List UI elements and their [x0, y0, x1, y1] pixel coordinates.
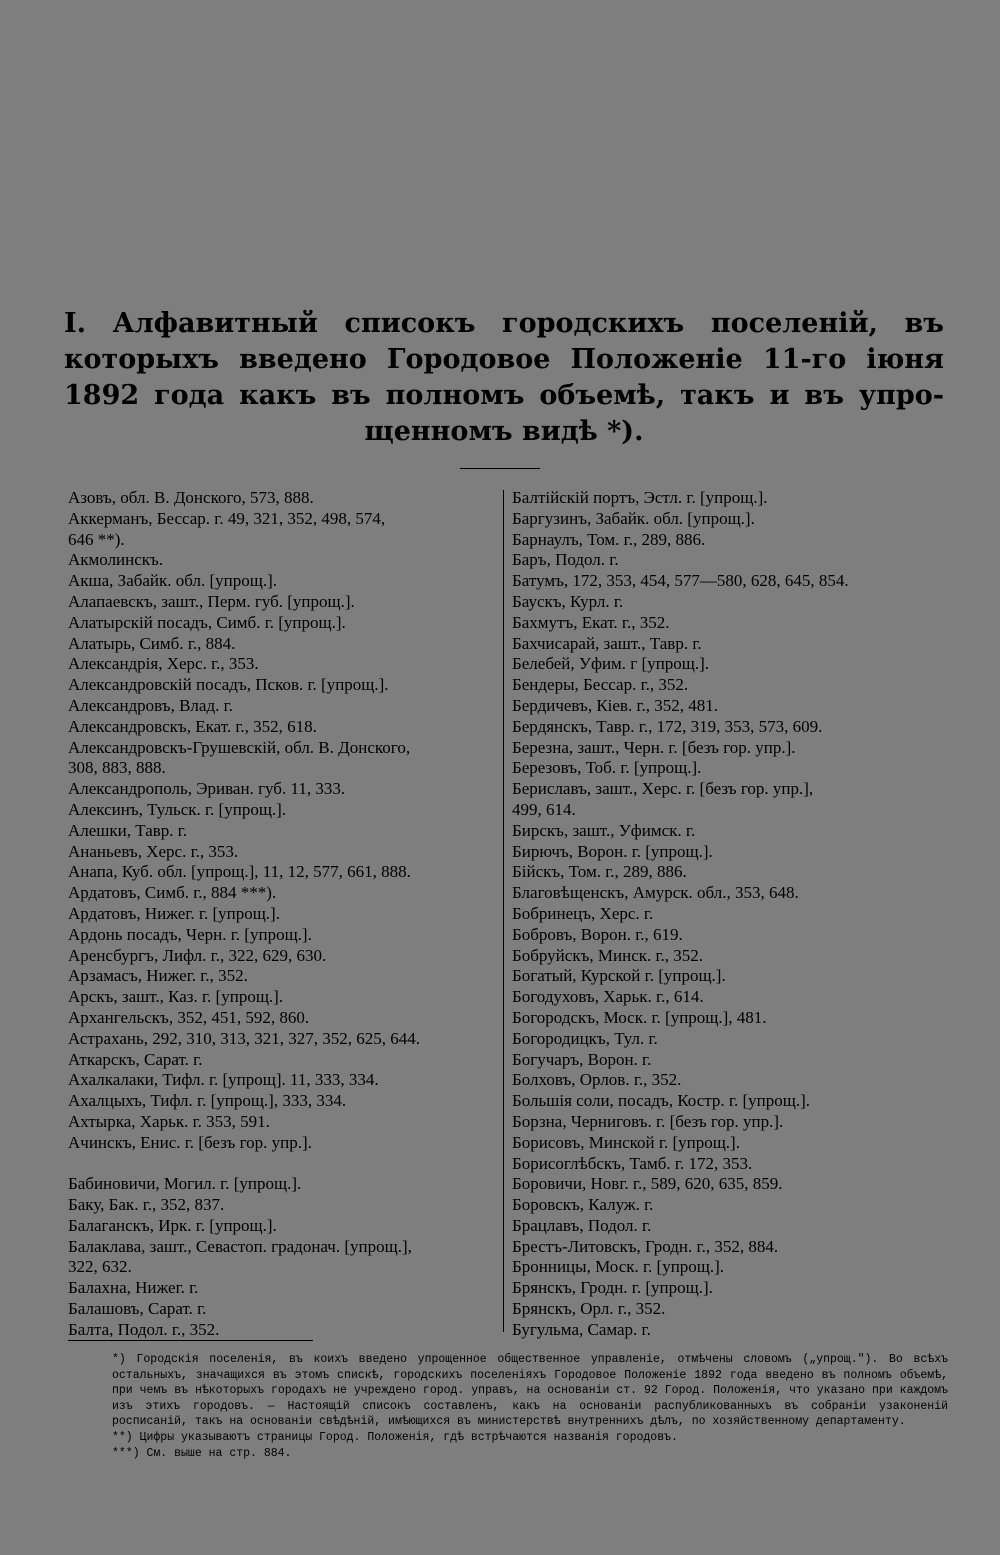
- list-item: [512, 1091, 950, 1112]
- entry-text: Бугульма, Самар. г.: [512, 1319, 651, 1339]
- list-item: [68, 1278, 498, 1299]
- entry-text: Большія соли, посадъ, Костр. г. [упрощ.].: [512, 1091, 810, 1111]
- entry-text: Баръ, Подол. г.: [512, 550, 619, 570]
- entry-text: Балаклава, зашт., Севастоп. градонач. [упрощ.],: [68, 1236, 412, 1256]
- list-item: [512, 654, 950, 675]
- entry-text: Батумъ, 172, 353, 454, 577—580, 628, 645, 854.: [512, 571, 849, 591]
- list-item: [68, 1112, 498, 1133]
- list-item: [68, 1008, 498, 1029]
- list-item: [512, 1133, 950, 1154]
- list-item: [68, 592, 498, 613]
- entry-text: Богодуховъ, Харьк. г., 614.: [512, 987, 704, 1007]
- entry-text: Балта, Подол. г., 352.: [68, 1319, 220, 1339]
- list-item: [68, 509, 498, 551]
- list-item: [512, 842, 950, 863]
- entry-text: Благовѣщенскъ, Амурск. обл., 353, 648.: [512, 883, 799, 903]
- entry-text: Аренсбургъ, Лифл. г., 322, 629, 630.: [68, 945, 327, 965]
- list-item: [512, 530, 950, 551]
- list-item: [512, 738, 950, 759]
- list-item: [512, 904, 950, 925]
- entry-text: Березна, зашт., Черн. г. [безъ гор. упр.].: [512, 737, 796, 757]
- list-item: [512, 1257, 950, 1278]
- list-item: [68, 1237, 498, 1279]
- list-item: [512, 717, 950, 738]
- list-item: [512, 758, 950, 779]
- footnote-3: ***) См. выше на стр. 884.: [112, 1446, 292, 1460]
- entry-text: Александрія, Херс. г., 353.: [68, 654, 259, 674]
- list-item: [512, 1029, 950, 1050]
- entry-continuation: 499, 614.: [512, 799, 576, 819]
- entry-continuation: 308, 883, 888.: [68, 758, 166, 778]
- footnotes: [68, 1352, 948, 1461]
- entry-text: Брянскъ, Орл. г., 352.: [512, 1299, 666, 1319]
- list-item: [68, 1029, 498, 1050]
- list-item: [68, 821, 498, 842]
- list-item: [68, 1133, 498, 1154]
- entry-text: Бериславъ, зашт., Херс. г. [безъ гор. упр.],: [512, 779, 814, 799]
- left-column: [68, 488, 498, 1341]
- list-item: [68, 675, 498, 696]
- entry-text: Ачинскъ, Енис. г. [безъ гор. упр.].: [68, 1132, 312, 1152]
- list-item: [512, 675, 950, 696]
- title-line-3: 1892 года какъ въ полномъ объемѣ, такъ и въ упро-: [64, 380, 944, 411]
- entry-text: Алатырскій посадъ, Симб. г. [упрощ.].: [68, 612, 346, 632]
- list-item: [512, 1154, 950, 1175]
- entry-text: Бронницы, Моск. г. [упрощ.].: [512, 1257, 725, 1277]
- entry-text: Баргузинъ, Забайк. обл. [упрощ.].: [512, 508, 755, 528]
- entry-text: Брянскъ, Гродн. г. [упрощ.].: [512, 1278, 713, 1298]
- entry-text: Ардатовъ, Нижег. г. [упрощ.].: [68, 903, 280, 923]
- list-item: [512, 1278, 950, 1299]
- entry-text: Богучаръ, Ворон. г.: [512, 1049, 652, 1069]
- entry-text: Акмолинскъ.: [68, 550, 164, 570]
- entry-text: Борисоглѣбскъ, Тамб. г. 172, 353.: [512, 1153, 753, 1173]
- list-item: [512, 1299, 950, 1320]
- list-item: [68, 550, 498, 571]
- list-item: [512, 1237, 950, 1258]
- title-divider: [460, 468, 540, 469]
- entry-text: Бирючъ, Ворон. г. [упрощ.].: [512, 841, 713, 861]
- list-item: [512, 696, 950, 717]
- list-item: [512, 821, 950, 842]
- entry-text: Ахалкалаки, Тифл. г. [упрощ]. 11, 333, 334.: [68, 1070, 379, 1090]
- list-item: [68, 1320, 498, 1341]
- entry-text: Ардонь посадъ, Черн. г. [упрощ.].: [68, 924, 312, 944]
- entry-text: Баку, Бак. г., 352, 837.: [68, 1195, 225, 1215]
- list-item: [68, 613, 498, 634]
- list-item: [512, 571, 950, 592]
- list-item: [512, 862, 950, 883]
- entry-text: Александрополь, Эриван. губ. 11, 333.: [68, 779, 346, 799]
- list-item: [512, 1070, 950, 1091]
- list-item: [68, 987, 498, 1008]
- entry-text: Балашовъ, Сарат. г.: [68, 1299, 207, 1319]
- entry-continuation: 322, 632.: [68, 1257, 132, 1277]
- list-item: [68, 800, 498, 821]
- footnote-divider: [68, 1340, 313, 1341]
- entry-text: Ананьевъ, Херс. г., 353.: [68, 841, 239, 861]
- entry-text: Борзна, Черниговъ. г. [безъ гор. упр.].: [512, 1111, 784, 1131]
- entry-text: Алексинъ, Тульск. г. [упрощ.].: [68, 799, 287, 819]
- list-item: [68, 738, 498, 780]
- entry-text: Ахалцыхъ, Тифл. г. [упрощ.], 333, 334.: [68, 1091, 347, 1111]
- entry-text: Архангельскъ, 352, 451, 592, 860.: [68, 1007, 310, 1027]
- entry-continuation: 646 **).: [68, 529, 125, 549]
- list-item: [512, 1195, 950, 1216]
- list-item: [68, 946, 498, 967]
- list-item: [68, 966, 498, 987]
- entry-text: Березовъ, Тоб. г. [упрощ.].: [512, 758, 702, 778]
- list-item: [68, 842, 498, 863]
- list-item: [68, 862, 498, 883]
- entry-text: Арзамасъ, Нижег. г., 352.: [68, 966, 248, 986]
- list-item: [68, 1091, 498, 1112]
- entry-text: Бахчисарай, зашт., Тавр. г.: [512, 633, 702, 653]
- entry-text: Балаганскъ, Ирк. г. [упрощ.].: [68, 1215, 277, 1235]
- entry-text: Богородицкъ, Тул. г.: [512, 1028, 658, 1048]
- list-item: [512, 1216, 950, 1237]
- list-item: [68, 717, 498, 738]
- list-item: [68, 1216, 498, 1237]
- entry-text: Алатырь, Симб. г., 884.: [68, 633, 236, 653]
- entry-text: Бирскъ, зашт., Уфимск. г.: [512, 820, 696, 840]
- list-item: [512, 1320, 950, 1341]
- list-item: [68, 1174, 498, 1195]
- right-column: [512, 488, 950, 1341]
- entry-text: Алапаевскъ, зашт., Перм. губ. [упрощ.].: [68, 591, 355, 611]
- entry-text: Боровичи, Новг. г., 589, 620, 635, 859.: [512, 1174, 783, 1194]
- list-item: [512, 966, 950, 987]
- list-item: [512, 779, 950, 821]
- entry-text: Боровскъ, Калуж. г.: [512, 1195, 654, 1215]
- list-item: [512, 883, 950, 904]
- section-gap: [68, 1154, 498, 1175]
- entry-text: Ахтырка, Харьк. г. 353, 591.: [68, 1111, 270, 1131]
- list-item: [512, 987, 950, 1008]
- list-item: [68, 1070, 498, 1091]
- entry-text: Балтійскій портъ, Эстл. г. [упрощ.].: [512, 488, 768, 507]
- list-item: [512, 1050, 950, 1071]
- list-item: [512, 634, 950, 655]
- entry-text: Болховъ, Орлов. г., 352.: [512, 1070, 682, 1090]
- list-item: [512, 613, 950, 634]
- entry-text: Бобруйскъ, Минск. г., 352.: [512, 945, 704, 965]
- list-item: [512, 1112, 950, 1133]
- entry-text: Балахна, Нижег. г.: [68, 1278, 199, 1298]
- entry-text: Белебей, Уфим. г [упрощ.].: [512, 654, 710, 674]
- column-divider: [503, 490, 504, 1332]
- entry-text: Алешки, Тавр. г.: [68, 820, 188, 840]
- list-item: [68, 1299, 498, 1320]
- list-item: [512, 946, 950, 967]
- entry-text: Аккерманъ, Бессар. г. 49, 321, 352, 498, 574,: [68, 508, 386, 528]
- entry-text: Арскъ, зашт., Каз. г. [упрощ.].: [68, 987, 284, 1007]
- list-item: [512, 925, 950, 946]
- entry-text: Барнаулъ, Том. г., 289, 886.: [512, 529, 706, 549]
- list-item: [68, 925, 498, 946]
- entry-text: Бердянскъ, Тавр. г., 172, 319, 353, 573, 609.: [512, 716, 823, 736]
- entry-text: Аткарскъ, Сарат. г.: [68, 1049, 203, 1069]
- entry-text: Бобринецъ, Херс. г.: [512, 903, 654, 923]
- entry-text: Александровскъ, Екат. г., 352, 618.: [68, 716, 317, 736]
- entry-text: Ардатовъ, Симб. г., 884 ***).: [68, 883, 277, 903]
- entry-text: Брестъ-Литовскъ, Гродн. г., 352, 884.: [512, 1236, 779, 1256]
- title-line-2: которыхъ введено Городовое Положеніе 11-го іюня: [64, 344, 944, 375]
- footnote-2: **) Цифры указываютъ страницы Город. Положенія, гдѣ встрѣчаются названія городовъ.: [112, 1430, 678, 1444]
- entry-text: Астрахань, 292, 310, 313, 321, 327, 352, 625, 644.: [68, 1028, 421, 1048]
- entry-text: Анапа, Куб. обл. [упрощ.], 11, 12, 577, 661, 888.: [68, 862, 411, 882]
- list-item: [68, 1195, 498, 1216]
- entry-text: Александровъ, Влад. г.: [68, 695, 233, 715]
- list-item: [68, 696, 498, 717]
- title-line-4: щенномъ видѣ *).: [364, 416, 644, 447]
- entry-text: Бендеры, Бессар. г., 352.: [512, 675, 689, 695]
- list-item: [512, 550, 950, 571]
- list-item: [68, 654, 498, 675]
- footnote-1: *) Городскія поселенія, въ коихъ введено упрощенное общественное управленіе, отмѣчены словомъ („упрощ."). Во всѣхъ остальныхъ, значащихся въ этомъ спискѣ, городскихъ поселеніяхъ Городовое Положеніе 1892 года введено въ полномъ объемѣ, при чемъ въ нѣкоторыхъ городахъ не учреждено город. управъ, на основаніи ст. 92 Город. Положенія, что указано при каждомъ изъ этихъ городовъ. — Настоящій списокъ составленъ, какъ на основаніи распубликованныхъ въ собраніи узаконеній росписаній, такъ на основаніи свѣдѣній, имѣющихся въ министерствѣ внутреннихъ дѣлъ, по хозяйственному департаменту.: [112, 1353, 948, 1429]
- list-item: [68, 779, 498, 800]
- entry-text: Александровскій посадъ, Псков. г. [упрощ.].: [68, 675, 389, 695]
- list-item: [68, 1050, 498, 1071]
- entry-text: Богородскъ, Моск. г. [упрощ.], 481.: [512, 1007, 767, 1027]
- entry-text: Борисовъ, Минской г. [упрощ.].: [512, 1132, 740, 1152]
- entry-text: Бійскъ, Том. г., 289, 886.: [512, 862, 687, 882]
- entry-text: Акша, Забайк. обл. [упрощ.].: [68, 571, 278, 591]
- title-line-1: I. Алфавитный списокъ городскихъ поселеній, въ: [64, 308, 944, 339]
- list-item: [68, 571, 498, 592]
- entry-text: Александровскъ-Грушевскій, обл. В. Донского,: [68, 737, 411, 757]
- list-item: [512, 509, 950, 530]
- list-item: [68, 883, 498, 904]
- list-item: [512, 1008, 950, 1029]
- list-item: [68, 488, 498, 509]
- list-item: [512, 592, 950, 613]
- list-item: [68, 904, 498, 925]
- list-item: [512, 1174, 950, 1195]
- entry-text: Баускъ, Курл. г.: [512, 591, 624, 611]
- list-item: [512, 488, 950, 509]
- entry-text: Бердичевъ, Кіев. г., 352, 481.: [512, 695, 719, 715]
- list-item: [68, 634, 498, 655]
- entry-text: Бобровъ, Ворон. г., 619.: [512, 924, 683, 944]
- entry-text: Бахмутъ, Екат. г., 352.: [512, 612, 670, 632]
- entry-text: Бабиновичи, Могил. г. [упрощ.].: [68, 1174, 302, 1194]
- entry-text: Азовъ, обл. В. Донского, 573, 888.: [68, 488, 314, 507]
- entry-text: Брацлавъ, Подол. г.: [512, 1215, 652, 1235]
- page-title: [64, 306, 944, 450]
- entry-text: Богатый, Курской г. [упрощ.].: [512, 966, 726, 986]
